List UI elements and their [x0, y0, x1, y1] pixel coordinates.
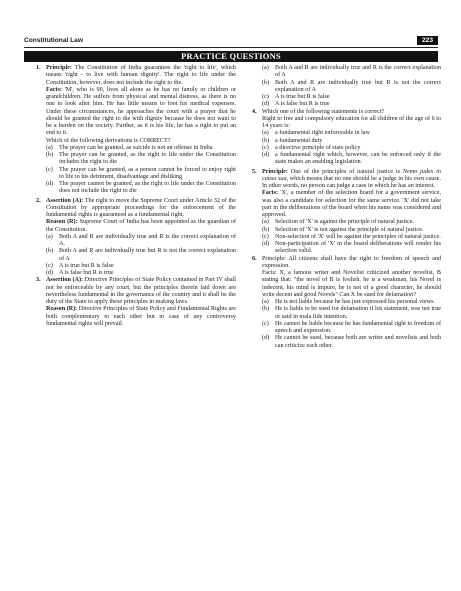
option-a [262, 219, 441, 226]
option-text: Selection of 'X' is against the principle of natural justice. [275, 219, 414, 226]
option-c [262, 145, 441, 152]
option-label: (a) [262, 130, 269, 137]
option-text: a directive principle of state policy [275, 144, 361, 151]
assertion-text: Directive Principles of State Policy contained in Part IV shall not be enforceable by any court, but the principles therein laid down are nevertheless fundamental in the governance of the country and it shall be the duty of the State to apply these principles in making laws. [46, 277, 236, 305]
option-text: Non-participation of 'X' in the board deliberations will render his selection valid. [275, 241, 441, 255]
option-b [262, 80, 441, 95]
facts-text: 'M', who is 90, lives all alone as he has no family or children or grandchildren. He suffers from physical and mental distress, as there is no one to look after him. He has little means to foot his medical expenses. Under these circumstances, he approaches the court with a prayer that he should be granted the right to die with dignity because he does not want to be a burden on the society. Further, as it is his life, he has a right to put an end to it. [46, 86, 236, 137]
right-column [254, 65, 441, 350]
option-d [46, 181, 236, 196]
option-label: (a) [262, 299, 269, 305]
option-label: (d) [262, 335, 270, 342]
page-number: 223 [417, 36, 438, 45]
option-label: (c) [262, 144, 269, 151]
option-text: The prayer cannot be granted, as the right to life under the Constitution does not include the right to die [59, 181, 236, 195]
reason-text: Directive Principles of State Policy and Fundamental Rights are both complementary to each other but in case of any controversy fundamental rights will prevail. [46, 306, 236, 327]
option-label: (a) [46, 233, 53, 240]
option-c [262, 234, 441, 241]
option-d [262, 152, 441, 167]
facts-paragraph [46, 87, 236, 138]
option-text: Both A and R are individually true and R is the correct explanation of A [275, 65, 441, 79]
option-text: a fundamental right which, however, can be enforced only if the state makes an enabling legislation. [275, 152, 441, 166]
option-text: Both A and R are individually true but R is not the correct explanation of A [59, 248, 236, 262]
option-text: The prayer can be granted, as suicide is not an offense in India [59, 144, 213, 151]
option-label: (c) [262, 233, 269, 240]
option-text: The prayer can be granted, as the right to life under the Constitution includes the right to die [59, 152, 236, 166]
question-number: 2. [36, 197, 41, 204]
option-text: A is true but R is false [275, 94, 330, 100]
option-a [46, 145, 236, 152]
left-column [38, 65, 236, 328]
assertion-label: Assertion (A): [46, 277, 84, 284]
option-label: (b) [46, 152, 54, 158]
option-text: The prayer can be granted, as a person cannot be forced to enjoy right to life to his detriment, disadvantage and disliking [59, 166, 236, 180]
facts-text: 'X', a member of the selection board for a government service, was also a candidate for selection for the same service. 'X' did not take part in the deliberations of the board when his name was considered and approved. [262, 190, 441, 218]
reason-label: Reason (R): [46, 219, 78, 226]
option-label: (a) [262, 65, 269, 71]
option-b [262, 138, 441, 145]
option-label: (d) [46, 181, 54, 187]
principle-text: One of the principles of natural justice is [290, 168, 401, 175]
option-text: Both A and R are individually true and R is the correct explanation of A. [59, 233, 236, 247]
question-text: Which one of the following statements is correct? [262, 108, 385, 115]
reason-text: Supreme Court of India has been appointed as the guardian of the Constitution. [46, 219, 236, 233]
question-4 [254, 109, 441, 167]
option-label: (b) [262, 226, 270, 233]
option-text: Selection of 'X' is not against the principle of natural justice. [275, 226, 424, 233]
option-d [262, 101, 441, 108]
option-text: Non-selection of 'X' will be against the principles of natural justice. [275, 233, 441, 240]
question-number: 1. [36, 65, 41, 71]
question-1 [38, 65, 236, 196]
option-label: (c) [262, 320, 269, 327]
principle-label: Principle: [262, 168, 288, 175]
option-b [46, 248, 236, 263]
facts-label: Facts: [262, 190, 279, 197]
option-text: A is true but R is false [59, 262, 114, 269]
reason-label: Reason (R): [46, 306, 78, 313]
option-text: He cannot be sued, because both are writer and novelists and both can criticize each other. [275, 335, 441, 349]
option-label: (b) [262, 79, 270, 86]
option-b [262, 227, 441, 234]
option-c [46, 263, 236, 270]
assertion-label: Assertion (A): [46, 197, 84, 204]
question-2 [38, 198, 236, 278]
question-stem: Right to free and compulsory education for all children of the age of 6 to 14 years is: [262, 115, 441, 129]
option-label: (b) [46, 248, 54, 255]
question-5 [254, 169, 441, 256]
question-3-options [254, 65, 441, 109]
option-text: He is not liable because he has just expressed his personal views. [275, 299, 435, 305]
reason-paragraph [46, 306, 236, 328]
option-label: (c) [46, 166, 53, 173]
option-label: (c) [46, 262, 53, 269]
option-b [262, 306, 441, 321]
principle-text-continued: which means that no one should be a judge in his own cause. In other words, no person can judge a case in which he has an interest. [262, 175, 442, 189]
question-6 [254, 256, 441, 350]
question-number: 6. [252, 255, 257, 262]
option-text: a fundamental right enforceable in law [275, 130, 370, 137]
page-header [24, 36, 438, 49]
header-rule [24, 47, 438, 48]
option-a [46, 234, 236, 249]
option-d [262, 335, 441, 350]
reason-paragraph [46, 219, 236, 234]
principle-label: Principle: [46, 65, 72, 71]
option-b [46, 152, 236, 167]
option-label: (a) [46, 144, 53, 151]
option-label: (d) [262, 152, 270, 158]
question-number: 5. [252, 168, 257, 175]
option-label: (d) [46, 270, 54, 276]
question-number: 4. [252, 108, 257, 115]
option-text: Both A and R are individually true but R is not the correct explanation of A [275, 79, 441, 93]
option-text: A is false but R is true [59, 270, 114, 276]
option-c [46, 167, 236, 182]
option-text: A is false but R is true [275, 101, 330, 108]
option-a [262, 65, 441, 80]
principle-text: Principle: All citizens shall have the right to freedom of speech and expression. [262, 255, 441, 269]
option-label: (b) [262, 306, 270, 313]
option-label: (d) [262, 241, 270, 247]
section-title: Constitutional Law [24, 37, 83, 44]
latin-maxim: Nemo judex in causa sua, [262, 168, 441, 182]
question-3 [38, 277, 236, 328]
facts-paragraph: Facts: X, a famous writer and Novelist criticized another novelist, B stating that: "the novel of B is foolish, he is a weakman, his Novel is indecent, his mind is impure, he is not of a good character, he should write decent and good Novels" Can X be sued for defamation? [262, 270, 441, 298]
option-text: a fundamental duty [275, 137, 323, 144]
option-label: (d) [262, 101, 270, 108]
facts-paragraph [262, 190, 441, 219]
option-label: (a) [262, 219, 269, 226]
option-text: He cannot be liable because he has fundamental right to freedom of speech and expression. [275, 320, 441, 334]
option-a [262, 130, 441, 137]
question-text: Which of the following derivations is CORRECT? [46, 137, 171, 144]
option-text: He is liable to be sued for defamation if his statement, was not true or said in mala fide intention. [275, 306, 441, 320]
practice-questions-title: PRACTICE QUESTIONS [24, 51, 438, 62]
facts-label: Facts: [46, 86, 63, 93]
principle-text: The Constitution of India guarantees the 'right to life', which means 'right - to live with human dignity'. The right to life under the Constitution, however, does not include the right to die. [46, 65, 236, 86]
option-c [262, 321, 441, 336]
option-d [262, 241, 441, 256]
assertion-text: The right to move the Supreme Court under Article 32 of the Constitution by appropriate proceedings for the enforcement of the fundamental rights is guaranteed as a fundamental right. [46, 197, 236, 218]
question-number: 3. [36, 277, 41, 284]
option-label: (b) [262, 137, 270, 144]
option-label: (c) [262, 94, 269, 100]
